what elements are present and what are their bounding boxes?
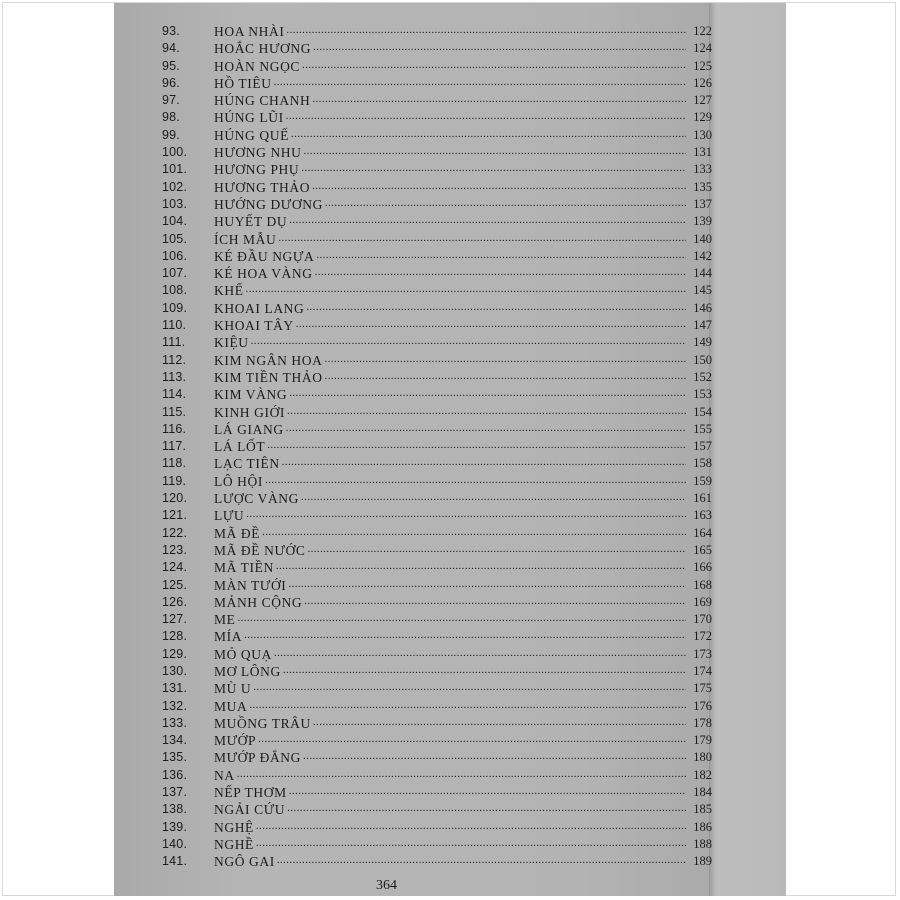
entry-number: 141. xyxy=(162,854,188,869)
dot-leader xyxy=(277,853,686,870)
dot-leader xyxy=(291,127,686,144)
entry-title: KHOAI TÂY xyxy=(214,318,294,334)
entry-title: LÁ GIANG xyxy=(214,421,284,437)
toc-entry xyxy=(162,767,712,784)
toc-entry xyxy=(162,334,712,351)
dot-leader xyxy=(237,611,686,628)
entry-page: 137 xyxy=(693,196,712,211)
entry-page: 161 xyxy=(693,491,712,506)
entry-title: KÉ HOA VÀNG xyxy=(214,266,313,282)
toc-entry xyxy=(162,248,712,265)
toc-entry xyxy=(162,490,712,507)
toc-entry xyxy=(162,680,712,697)
dot-leader xyxy=(288,577,686,594)
entry-title: MUỒNG TRÂU xyxy=(214,715,311,731)
entry-number: 99. xyxy=(162,127,180,142)
dot-leader xyxy=(313,715,686,732)
entry-page: 150 xyxy=(693,352,712,367)
entry-number: 125. xyxy=(162,577,188,592)
toc-entry xyxy=(162,646,712,663)
toc-entry xyxy=(162,698,712,715)
dot-leader xyxy=(304,144,687,161)
dot-leader xyxy=(287,801,686,818)
dot-leader xyxy=(267,438,686,455)
toc-entry xyxy=(162,213,712,230)
entry-page: 178 xyxy=(693,715,712,730)
entry-page: 186 xyxy=(693,819,712,834)
toc-entry xyxy=(162,784,712,801)
entry-title: HOẮC HƯƠNG xyxy=(214,41,312,57)
dot-leader xyxy=(237,767,686,784)
table-of-contents xyxy=(162,23,712,871)
dot-leader xyxy=(253,680,686,697)
dot-leader xyxy=(296,317,686,334)
entry-title: HỒ TIÊU xyxy=(214,75,272,91)
entry-number: 121. xyxy=(162,508,188,523)
toc-entry xyxy=(162,196,712,213)
entry-title: HOA NHÀI xyxy=(214,24,285,39)
dot-leader xyxy=(312,179,686,196)
entry-page: 166 xyxy=(693,560,712,575)
dot-leader xyxy=(258,732,686,749)
toc-entry xyxy=(162,127,712,144)
entry-number: 127. xyxy=(162,612,188,627)
entry-title: HƯỚNG DƯƠNG xyxy=(214,196,323,212)
entry-page: 180 xyxy=(693,750,712,765)
dot-leader xyxy=(307,542,686,559)
entry-title: KIỆU xyxy=(214,335,249,351)
entry-title: MỎ QUẠ xyxy=(214,646,272,662)
entry-page: 125 xyxy=(693,58,712,73)
dot-leader xyxy=(289,213,686,230)
dot-leader xyxy=(303,749,686,766)
entry-number: 103. xyxy=(162,196,188,211)
entry-number: 105. xyxy=(162,231,188,246)
entry-number: 101. xyxy=(162,162,188,177)
toc-entry xyxy=(162,594,712,611)
entry-title: MẢNH CỘNG xyxy=(214,594,303,610)
dot-leader xyxy=(325,196,686,213)
page-number: 364 xyxy=(376,878,397,893)
entry-title: KHẾ xyxy=(214,283,244,299)
entry-number: 117. xyxy=(162,439,187,454)
toc-entry xyxy=(162,144,712,161)
toc-entry xyxy=(162,473,712,490)
toc-entry xyxy=(162,542,712,559)
entry-number: 110. xyxy=(162,318,187,333)
entry-page: 175 xyxy=(693,681,712,696)
entry-page: 185 xyxy=(693,802,712,817)
dot-leader xyxy=(265,473,686,490)
entry-title: ÍCH MẪU xyxy=(214,231,277,247)
entry-number: 128. xyxy=(162,629,188,644)
facing-page-edge xyxy=(709,3,786,896)
entry-page: 122 xyxy=(693,24,712,38)
dot-leader xyxy=(301,161,686,178)
entry-title: MÍA xyxy=(214,629,243,645)
dot-leader xyxy=(286,109,686,126)
entry-title: NGÔ GAI xyxy=(214,854,275,870)
entry-page: 154 xyxy=(693,404,712,419)
dot-leader xyxy=(278,231,686,248)
dot-leader xyxy=(274,646,686,663)
dot-leader xyxy=(306,300,686,317)
entry-number: 131. xyxy=(162,681,188,696)
toc-entry xyxy=(162,628,712,645)
entry-title: NẾP THƠM xyxy=(214,785,287,801)
entry-title: KIM NGÂN HOA xyxy=(214,352,323,368)
dot-leader xyxy=(325,369,686,386)
toc-entry xyxy=(162,265,712,282)
entry-page: 155 xyxy=(693,421,712,436)
toc-entry xyxy=(162,577,712,594)
entry-page: 153 xyxy=(693,387,712,402)
toc-entry xyxy=(162,386,712,403)
toc-entry xyxy=(162,836,712,853)
dot-leader xyxy=(251,334,686,351)
dot-leader xyxy=(287,404,686,421)
entry-page: 133 xyxy=(693,162,712,177)
entry-number: 106. xyxy=(162,248,188,263)
toc-entry xyxy=(162,161,712,178)
toc-entry xyxy=(162,611,712,628)
entry-title: NGẢI CỨU xyxy=(214,802,286,818)
entry-title: HƯƠNG NHU xyxy=(214,145,302,161)
entry-number: 100. xyxy=(162,145,188,160)
entry-number: 134. xyxy=(162,733,188,748)
dot-leader xyxy=(283,663,686,680)
entry-page: 130 xyxy=(693,127,712,142)
entry-number: 132. xyxy=(162,698,188,713)
toc-entry xyxy=(162,715,712,732)
entry-title: MƯỚP xyxy=(214,733,257,749)
entry-page: 140 xyxy=(693,231,712,246)
entry-page: 170 xyxy=(693,612,712,627)
entry-page: 176 xyxy=(693,698,712,713)
entry-title: HƯƠNG THẢO xyxy=(214,179,311,195)
entry-title: NA xyxy=(214,767,235,783)
entry-page: 182 xyxy=(693,767,712,782)
entry-title: HƯƠNG PHỤ xyxy=(214,162,300,178)
entry-page: 147 xyxy=(693,318,712,333)
entry-title: KHOAI LANG xyxy=(214,300,305,316)
entry-page: 165 xyxy=(693,542,712,557)
entry-number: 116. xyxy=(162,421,187,436)
entry-page: 126 xyxy=(693,75,712,90)
entry-number: 137. xyxy=(162,785,188,800)
entry-page: 173 xyxy=(693,646,712,661)
entry-number: 107. xyxy=(162,266,188,281)
dot-leader xyxy=(301,490,686,507)
entry-number: 119. xyxy=(162,473,187,488)
dot-leader xyxy=(256,819,686,836)
entry-title: HÚNG CHANH xyxy=(214,93,311,109)
entry-number: 94. xyxy=(162,41,180,56)
entry-page: 164 xyxy=(693,525,712,540)
entry-title: NGHỀ xyxy=(214,836,254,852)
entry-title: LÔ HỘI xyxy=(214,473,263,489)
dot-leader xyxy=(282,455,686,472)
toc-entry xyxy=(162,282,712,299)
entry-title: KINH GIỚI xyxy=(214,404,286,420)
entry-number: 93. xyxy=(162,24,180,38)
entry-page: 174 xyxy=(693,663,712,678)
toc-entry xyxy=(162,231,712,248)
entry-title: HÚNG LŨI xyxy=(214,110,284,126)
entry-number: 139. xyxy=(162,819,188,834)
entry-number: 111. xyxy=(162,335,186,350)
toc-entry xyxy=(162,525,712,542)
toc-entry xyxy=(162,663,712,680)
entry-title: LƯỢC VÀNG xyxy=(214,491,300,507)
entry-number: 109. xyxy=(162,300,188,315)
dot-leader xyxy=(249,698,686,715)
entry-number: 97. xyxy=(162,93,180,108)
entry-number: 120. xyxy=(162,491,188,506)
entry-page: 184 xyxy=(693,785,712,800)
entry-page: 189 xyxy=(693,854,712,869)
entry-title: NGHỆ xyxy=(214,819,254,835)
dot-leader xyxy=(262,525,686,542)
entry-page: 188 xyxy=(693,836,712,851)
entry-number: 98. xyxy=(162,110,180,125)
toc-entry xyxy=(162,75,712,92)
entry-page: 131 xyxy=(693,145,712,160)
entry-title: KÉ ĐẦU NGỰA xyxy=(214,248,315,264)
entry-page: 172 xyxy=(693,629,712,644)
entry-page: 168 xyxy=(693,577,712,592)
entry-title: ME xyxy=(214,612,236,628)
entry-title: HÚNG QUẾ xyxy=(214,127,289,143)
entry-number: 114. xyxy=(162,387,187,402)
entry-number: 96. xyxy=(162,75,180,90)
entry-title: KIM VÀNG xyxy=(214,387,288,403)
entry-number: 118. xyxy=(162,456,187,471)
entry-number: 108. xyxy=(162,283,188,298)
entry-number: 112. xyxy=(162,352,187,367)
book-page xyxy=(114,3,786,896)
toc-entry xyxy=(162,559,712,576)
toc-entry xyxy=(162,179,712,196)
toc-entry xyxy=(162,507,712,524)
entry-page: 145 xyxy=(693,283,712,298)
toc-entry xyxy=(162,92,712,109)
entry-page: 127 xyxy=(693,93,712,108)
entry-title: MƠ LÔNG xyxy=(214,663,281,679)
dot-leader xyxy=(302,58,686,75)
dot-leader xyxy=(304,594,686,611)
toc-entry xyxy=(162,109,712,126)
toc-entry xyxy=(162,421,712,438)
entry-page: 157 xyxy=(693,439,712,454)
entry-page: 139 xyxy=(693,214,712,229)
toc-entry xyxy=(162,732,712,749)
dot-leader xyxy=(246,282,686,299)
toc-entry xyxy=(162,455,712,472)
entry-page: 124 xyxy=(693,41,712,56)
toc-entry xyxy=(162,819,712,836)
toc-entry xyxy=(162,58,712,75)
entry-title: LẠC TIÊN xyxy=(214,456,280,472)
entry-title: MÀN TƯỚI xyxy=(214,577,287,593)
entry-number: 138. xyxy=(162,802,188,817)
entry-title: MÃ ĐỀ xyxy=(214,525,261,541)
entry-number: 136. xyxy=(162,767,188,782)
entry-page: 169 xyxy=(693,594,712,609)
entry-page: 149 xyxy=(693,335,712,350)
dot-leader xyxy=(324,352,686,369)
dot-leader xyxy=(289,784,686,801)
entry-title: LÁ LỐT xyxy=(214,439,266,455)
entry-title: HOÀN NGỌC xyxy=(214,58,301,74)
entry-title: MÃ TIỀN xyxy=(214,560,274,576)
entry-number: 129. xyxy=(162,646,188,661)
dot-leader xyxy=(313,40,686,57)
entry-number: 133. xyxy=(162,715,188,730)
toc-entry xyxy=(162,300,712,317)
toc-entry xyxy=(162,438,712,455)
toc-entry xyxy=(162,369,712,386)
entry-page: 135 xyxy=(693,179,712,194)
entry-number: 123. xyxy=(162,542,188,557)
entry-page: 163 xyxy=(693,508,712,523)
toc-entry xyxy=(162,40,712,57)
entry-title: LỰU xyxy=(214,508,245,524)
dot-leader xyxy=(286,23,686,40)
dot-leader xyxy=(274,75,686,92)
entry-number: 130. xyxy=(162,663,188,678)
entry-number: 124. xyxy=(162,560,188,575)
dot-leader xyxy=(246,507,686,524)
dot-leader xyxy=(276,559,686,576)
entry-page: 129 xyxy=(693,110,712,125)
entry-page: 144 xyxy=(693,266,712,281)
entry-page: 159 xyxy=(693,473,712,488)
dot-leader xyxy=(289,386,686,403)
entry-number: 135. xyxy=(162,750,188,765)
entry-number: 102. xyxy=(162,179,188,194)
entry-number: 126. xyxy=(162,594,188,609)
toc-entry xyxy=(162,801,712,818)
entry-page: 179 xyxy=(693,733,712,748)
dot-leader xyxy=(286,421,686,438)
dot-leader xyxy=(315,265,686,282)
toc-entry xyxy=(162,317,712,334)
entry-page: 158 xyxy=(693,456,712,471)
toc-entry xyxy=(162,404,712,421)
dot-leader xyxy=(312,92,686,109)
entry-number: 104. xyxy=(162,214,188,229)
entry-title: MUA xyxy=(214,698,248,714)
entry-page: 146 xyxy=(693,300,712,315)
toc-entry xyxy=(162,749,712,766)
dot-leader xyxy=(256,836,686,853)
entry-title: HUYẾT DỤ xyxy=(214,214,288,230)
dot-leader xyxy=(316,248,686,265)
toc-entry xyxy=(162,853,712,870)
entry-number: 95. xyxy=(162,58,180,73)
entry-page: 152 xyxy=(693,369,712,384)
entry-number: 122. xyxy=(162,525,188,540)
entry-number: 113. xyxy=(162,369,187,384)
toc-entry xyxy=(162,23,712,40)
entry-title: MÃ ĐỀ NƯỚC xyxy=(214,542,306,558)
entry-number: 115. xyxy=(162,404,187,419)
toc-entry xyxy=(162,352,712,369)
entry-title: MÙ U xyxy=(214,681,252,697)
entry-title: KIM TIỀN THẢO xyxy=(214,369,323,385)
entry-page: 142 xyxy=(693,248,712,263)
entry-title: MƯỚP ĐẮNG xyxy=(214,750,302,766)
dot-leader xyxy=(244,628,686,645)
entry-number: 140. xyxy=(162,836,188,851)
